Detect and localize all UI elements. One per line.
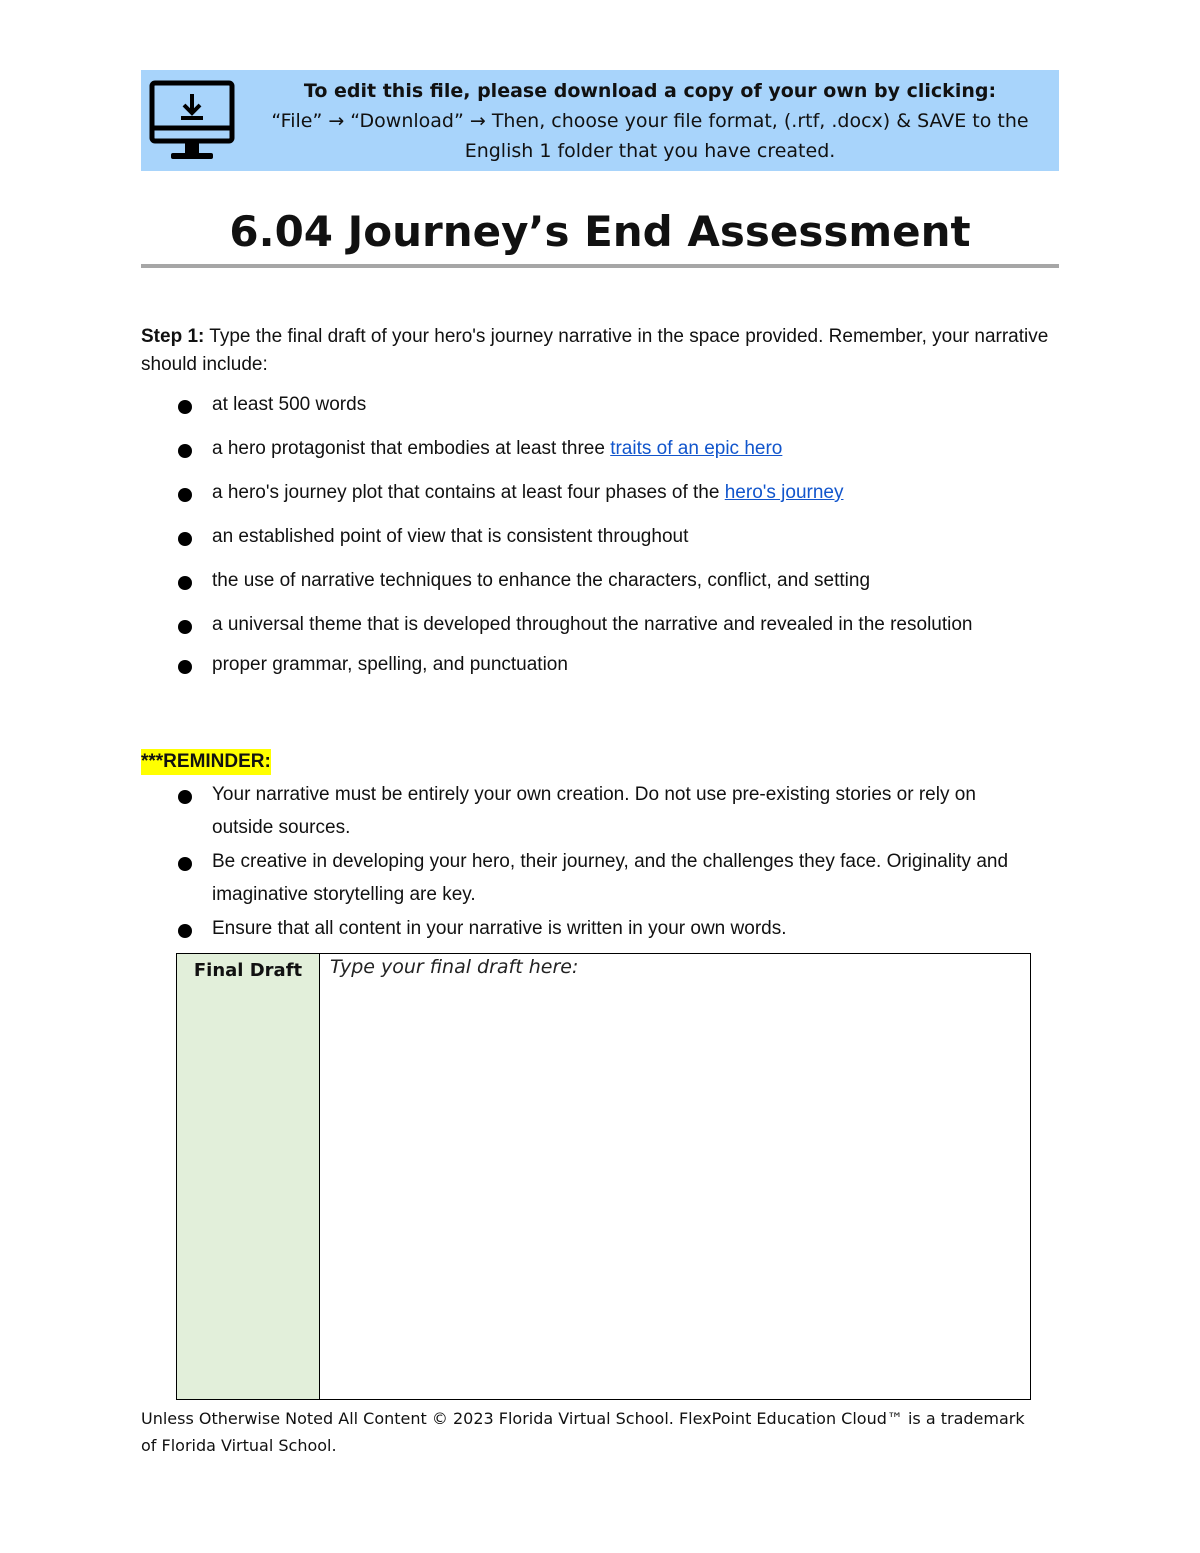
list-item	[176, 432, 1036, 465]
bullet-icon	[178, 488, 192, 502]
reminder-text: Ensure that all content in your narrative is written in your own words.	[212, 918, 787, 939]
step-1-label: Step 1:	[141, 326, 205, 347]
reminder-label: ***REMINDER:	[141, 749, 271, 775]
bullet-icon	[178, 924, 192, 938]
list-item	[176, 476, 1036, 509]
requirement-text: a universal theme that is developed throughout the narrative and revealed in the resolution	[212, 614, 973, 635]
requirement-text: at least 500 words	[212, 394, 367, 415]
bullet-icon	[178, 532, 192, 546]
final-draft-cell	[320, 954, 1030, 1399]
epic-hero-traits-link[interactable]: traits of an epic hero	[610, 438, 783, 459]
bullet-icon	[178, 660, 192, 674]
download-instructions-banner	[141, 70, 1059, 171]
requirements-list	[176, 388, 1036, 692]
reminder-text: Your narrative must be entirely your own creation. Do not use pre-existing stories or rely on outside sources.	[212, 784, 976, 838]
download-monitor-icon	[149, 80, 235, 164]
list-item	[176, 648, 1036, 681]
banner-instruction-line: “File” → “Download” → Then, choose your file format, (.rtf, .docx) & SAVE to the	[271, 110, 1029, 132]
final-draft-input[interactable]	[320, 954, 1030, 1399]
list-item	[176, 845, 1036, 911]
bullet-icon	[178, 620, 192, 634]
banner-heading: To edit this file, please download a copy of your own by clicking:	[303, 80, 997, 102]
bullet-icon	[178, 444, 192, 458]
requirement-text: an established point of view that is consistent throughout	[212, 526, 689, 547]
list-item	[176, 778, 1036, 844]
page-title: 6.04 Journey’s End Assessment	[229, 207, 971, 256]
bullet-icon	[178, 857, 192, 871]
list-item	[176, 912, 1036, 945]
bullet-icon	[178, 400, 192, 414]
bullet-icon	[178, 576, 192, 590]
final-draft-table	[176, 953, 1031, 1400]
heros-journey-link[interactable]: hero's journey	[724, 482, 844, 503]
list-item	[176, 388, 1036, 421]
banner-text	[241, 76, 1059, 166]
list-item	[176, 520, 1036, 553]
bullet-icon	[178, 790, 192, 804]
banner-instruction-line-2: English 1 folder that you have created.	[464, 140, 836, 162]
requirement-text: a hero's journey plot that contains at least four phases of the	[212, 482, 725, 503]
list-item	[176, 608, 1036, 641]
step-1-instructions	[141, 323, 1061, 379]
requirement-text: the use of narrative techniques to enhance the characters, conflict, and setting	[212, 570, 871, 591]
title-divider	[141, 264, 1059, 268]
requirement-text: a hero protagonist that embodies at least three	[212, 438, 611, 459]
list-item	[176, 564, 1036, 597]
reminder-list	[176, 778, 1036, 946]
final-draft-label: Final Draft	[177, 954, 320, 1399]
reminder-text: Be creative in developing your hero, their journey, and the challenges they face. Originality and imaginative storytelling are key.	[212, 851, 1009, 905]
step-1-text: Type the final draft of your hero's journey narrative in the space provided. Remember, your narrative should include:	[141, 326, 1049, 375]
copyright-footer: Unless Otherwise Noted All Content © 2023 Florida Virtual School. FlexPoint Education Cloud™ is a trademark of Florida Virtual School.	[141, 1409, 1025, 1455]
requirement-text: proper grammar, spelling, and punctuation	[212, 654, 568, 675]
